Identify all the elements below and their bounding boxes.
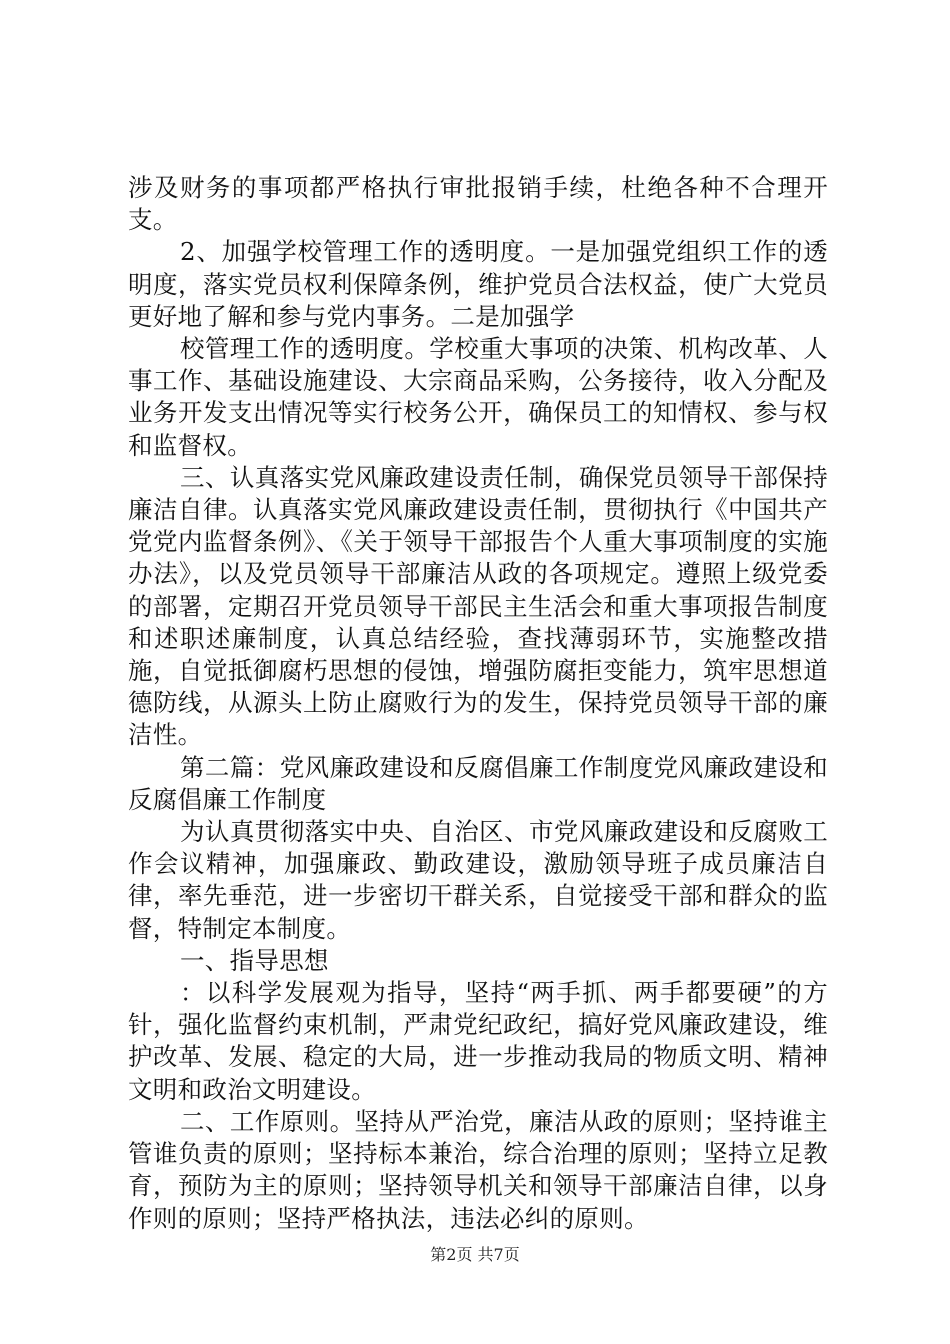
- paragraph-guiding-ideology: ：以科学发展观为指导，坚持“两手抓、两手都要硬”的方针，强化监督约束机制，严肃党纪政纪，搞好党风廉政建设，维护改革、发展、稳定的大局，进一步推动我局的物质文明、精神文明和政治文明建设。: [128, 978, 828, 1104]
- paragraph-purpose: 为认真贯彻落实中央、自治区、市党风廉政建设和反腐败工作会议精神，加强廉政、勤政建设，激励领导班子成员廉洁自律，率先垂范，进一步密切干群关系，自觉接受干部和群众的监督，特制定本制度。: [128, 817, 828, 943]
- document-body: [128, 172, 828, 1235]
- paragraph-responsibility-system: 三、认真落实党风廉政建设责任制，确保党员领导干部保持廉洁自律。认真落实党风廉政建设责任制，贯彻执行《中国共产党党内监督条例》、《关于领导干部报告个人重大事项制度的实施办法》，以及党员领导干部廉洁从政的各项规定。遵照上级党委的部署，定期召开党员领导干部民主生活会和重大事项报告制度和述职述廉制度，认真总结经验，查找薄弱环节，实施整改措施，自觉抵御腐朽思想的侵蚀，增强防腐拒变能力，筑牢思想道德防线，从源头上防止腐败行为的发生，保持党员领导干部的廉洁性。: [128, 462, 828, 750]
- paragraph-school-management: 校管理工作的透明度。学校重大事项的决策、机构改革、人事工作、基础设施建设、大宗商品采购，公务接待，收入分配及业务开发支出情况等实行校务公开，确保员工的知情权、参与权和监督权。: [128, 334, 828, 460]
- paragraph-work-principles: 二、工作原则。坚持从严治党，廉洁从政的原则；坚持谁主管谁负责的原则；坚持标本兼治，综合治理的原则；坚持立足教育，预防为主的原则；坚持领导机关和领导干部廉洁自律，以身作则的原则；坚持严格执法，违法必纠的原则。: [128, 1106, 828, 1233]
- section-heading-second-article: 第二篇：党风廉政建设和反腐倡廉工作制度党风廉政建设和反腐倡廉工作制度: [128, 752, 828, 814]
- paragraph-transparency: 2、加强学校管理工作的透明度。一是加强党组织工作的透明度，落实党员权利保障条例，维护党员合法权益，使广大党员更好地了解和参与党内事务。二是加强学: [128, 237, 828, 331]
- section-heading-guiding-ideology: 一、指导思想: [180, 945, 329, 975]
- page-number-footer: 第2页 共7页: [430, 1245, 520, 1264]
- paragraph-continuation: 涉及财务的事项都严格执行审批报销手续，杜绝各种不合理开支。: [128, 173, 828, 235]
